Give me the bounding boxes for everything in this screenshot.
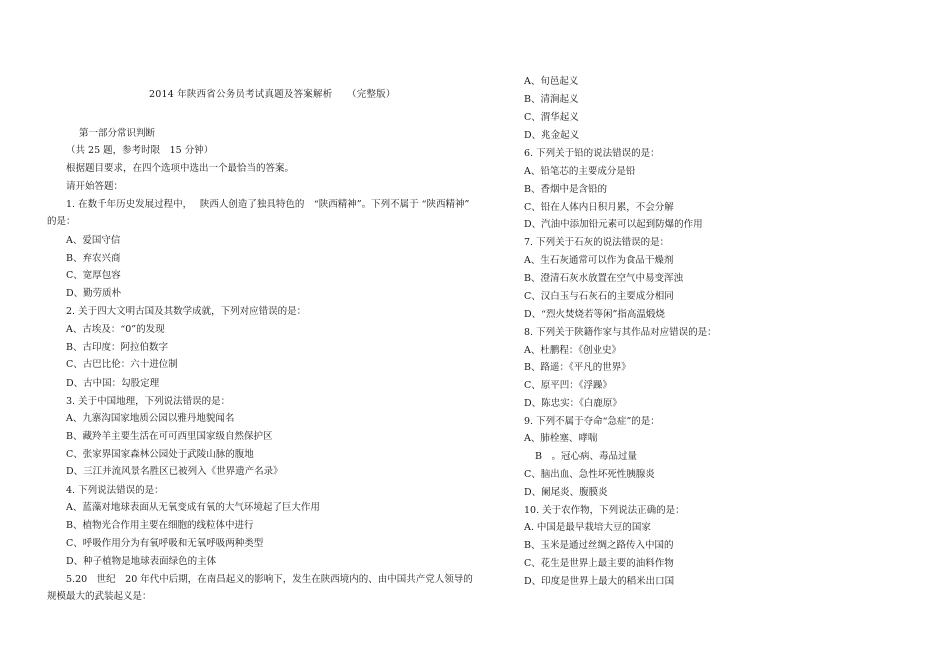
left-column-line: 3. 关于中国地理，下列说法错误的是： bbox=[66, 396, 231, 407]
left-column-line: D、勤劳质朴 bbox=[66, 288, 122, 299]
left-column-line: A、蓝藻对地球表面从无氧变成有氧的大气环境起了巨大作用 bbox=[66, 502, 320, 513]
right-column-line: C、渭华起义 bbox=[524, 112, 579, 123]
right-column-line: A、旬邑起义 bbox=[524, 76, 579, 87]
left-column-line: C、古巴比伦：六十进位制 bbox=[66, 359, 178, 370]
right-column-line: A. 中国是最早栽培大豆的国家 bbox=[524, 522, 651, 533]
left-column-line: 4. 下列说法错误的是： bbox=[66, 485, 164, 496]
right-column-line: D、汽油中添加铅元素可以起到防爆的作用 bbox=[524, 219, 703, 230]
left-column-line: 的是： bbox=[47, 216, 76, 227]
left-column-line: 根据题目要求，在四个选项中选出一个最恰当的答案。 bbox=[66, 163, 295, 174]
left-column-line: B、弃农兴商 bbox=[66, 253, 121, 264]
left-column-line: D、古中国：勾股定理 bbox=[66, 378, 160, 389]
right-column-line: 10. 关于农作物，下列说法正确的是： bbox=[524, 505, 685, 516]
left-column-line: C、宽厚包容 bbox=[66, 270, 121, 281]
right-column-line: A、杜鹏程：《创业史》 bbox=[524, 345, 622, 356]
right-column-line: B 。冠心病、毒品过量 bbox=[535, 451, 637, 462]
left-column-line: C、呼吸作用分为有氧呼吸和无氧呼吸两种类型 bbox=[66, 538, 264, 549]
right-column-line: C、铅在人体内日积月累，不会分解 bbox=[524, 202, 674, 213]
right-column-line: D、印度是世界上最大的稻米出口国 bbox=[524, 576, 675, 587]
left-column-line: D、种子植物是地球表面绿色的主体 bbox=[66, 556, 217, 567]
left-column-line: B、藏羚羊主要生活在可可西里国家级自然保护区 bbox=[66, 431, 273, 442]
left-column-line: B、植物光合作用主要在细胞的线粒体中进行 bbox=[66, 520, 254, 531]
left-column-line: B、古印度：阿拉伯数字 bbox=[66, 342, 168, 353]
page-title: 2014 年陕西省公务员考试真题及答案解析 （完整版） bbox=[149, 89, 396, 100]
left-column-line: 第一部分常识判断 bbox=[79, 128, 156, 139]
right-column-line: C、花生是世界上最主要的油料作物 bbox=[524, 558, 674, 569]
right-column-line: D、兆金起义 bbox=[524, 130, 580, 141]
left-column-line: 请开始答题： bbox=[66, 181, 124, 192]
right-column-line: D、“烈火焚烧若等闲”指高温煅烧 bbox=[524, 309, 665, 320]
left-column-line: A、爱国守信 bbox=[66, 235, 121, 246]
right-column-line: A、生石灰通常可以作为食品干燥剂 bbox=[524, 255, 674, 266]
right-column-line: A、铅笔芯的主要成分是铅 bbox=[524, 166, 636, 177]
left-column-line: A、古埃及：“0”的发现 bbox=[66, 324, 165, 335]
right-column-line: B、清涧起义 bbox=[524, 94, 579, 105]
right-column-line: C、原平凹：《浮躁》 bbox=[524, 380, 613, 391]
right-column-line: B、香烟中是含铅的 bbox=[524, 184, 607, 195]
right-column-line: C、汉白玉与石灰石的主要成分相同 bbox=[524, 291, 674, 302]
left-column-line: （共 25 题，参考时限 15 分钟） bbox=[66, 145, 214, 156]
right-column-line: 7. 下列关于石灰的说法错误的是： bbox=[524, 237, 670, 248]
left-column-line: 5.20 世纪 20 年代中后期，在南昌起义的影响下，发生在陕西境内的、由中国共产党人领导的 bbox=[66, 574, 473, 585]
left-column-line: 2. 关于四大文明古国及其数学成就，下列对应错误的是： bbox=[66, 306, 307, 317]
left-column-line: D、三江并流风景名胜区已被列入《世界遗产名录》 bbox=[66, 466, 283, 477]
right-column-line: B、玉米是通过丝绸之路传入中国的 bbox=[524, 540, 674, 551]
right-column-line: 6. 下列关于铅的说法错误的是： bbox=[524, 148, 660, 159]
right-column-line: B、路遥：《平凡的世界》 bbox=[524, 362, 631, 373]
right-column-line: 9. 下列不属于夺命“急症”的是： bbox=[524, 416, 660, 427]
right-column-line: D、阑尾炎、腹膜炎 bbox=[524, 487, 608, 498]
right-column-line: D、陈忠实：《白鹿原》 bbox=[524, 398, 622, 409]
left-column-line: A、九寨沟国家地质公园以雅丹地貌闻名 bbox=[66, 413, 235, 424]
left-column-line: 1. 在数千年历史发展过程中， 陕西人创造了独具特色的 “陕西精神”。下列不属于 “陕西精神” bbox=[66, 199, 470, 210]
right-column-line: C、脑出血、急性坏死性胰腺炎 bbox=[524, 469, 655, 480]
right-column-line: B、澄清石灰水放置在空气中易变浑浊 bbox=[524, 273, 683, 284]
left-column-line: 规模最大的武装起义是： bbox=[47, 591, 152, 602]
left-column-line: C、张家界国家森林公园处于武陵山脉的腹地 bbox=[66, 449, 254, 460]
right-column-line: 8. 下列关于陕籍作家与其作品对应错误的是： bbox=[524, 327, 717, 338]
right-column-line: A、肺栓塞、哮喘 bbox=[524, 433, 598, 444]
